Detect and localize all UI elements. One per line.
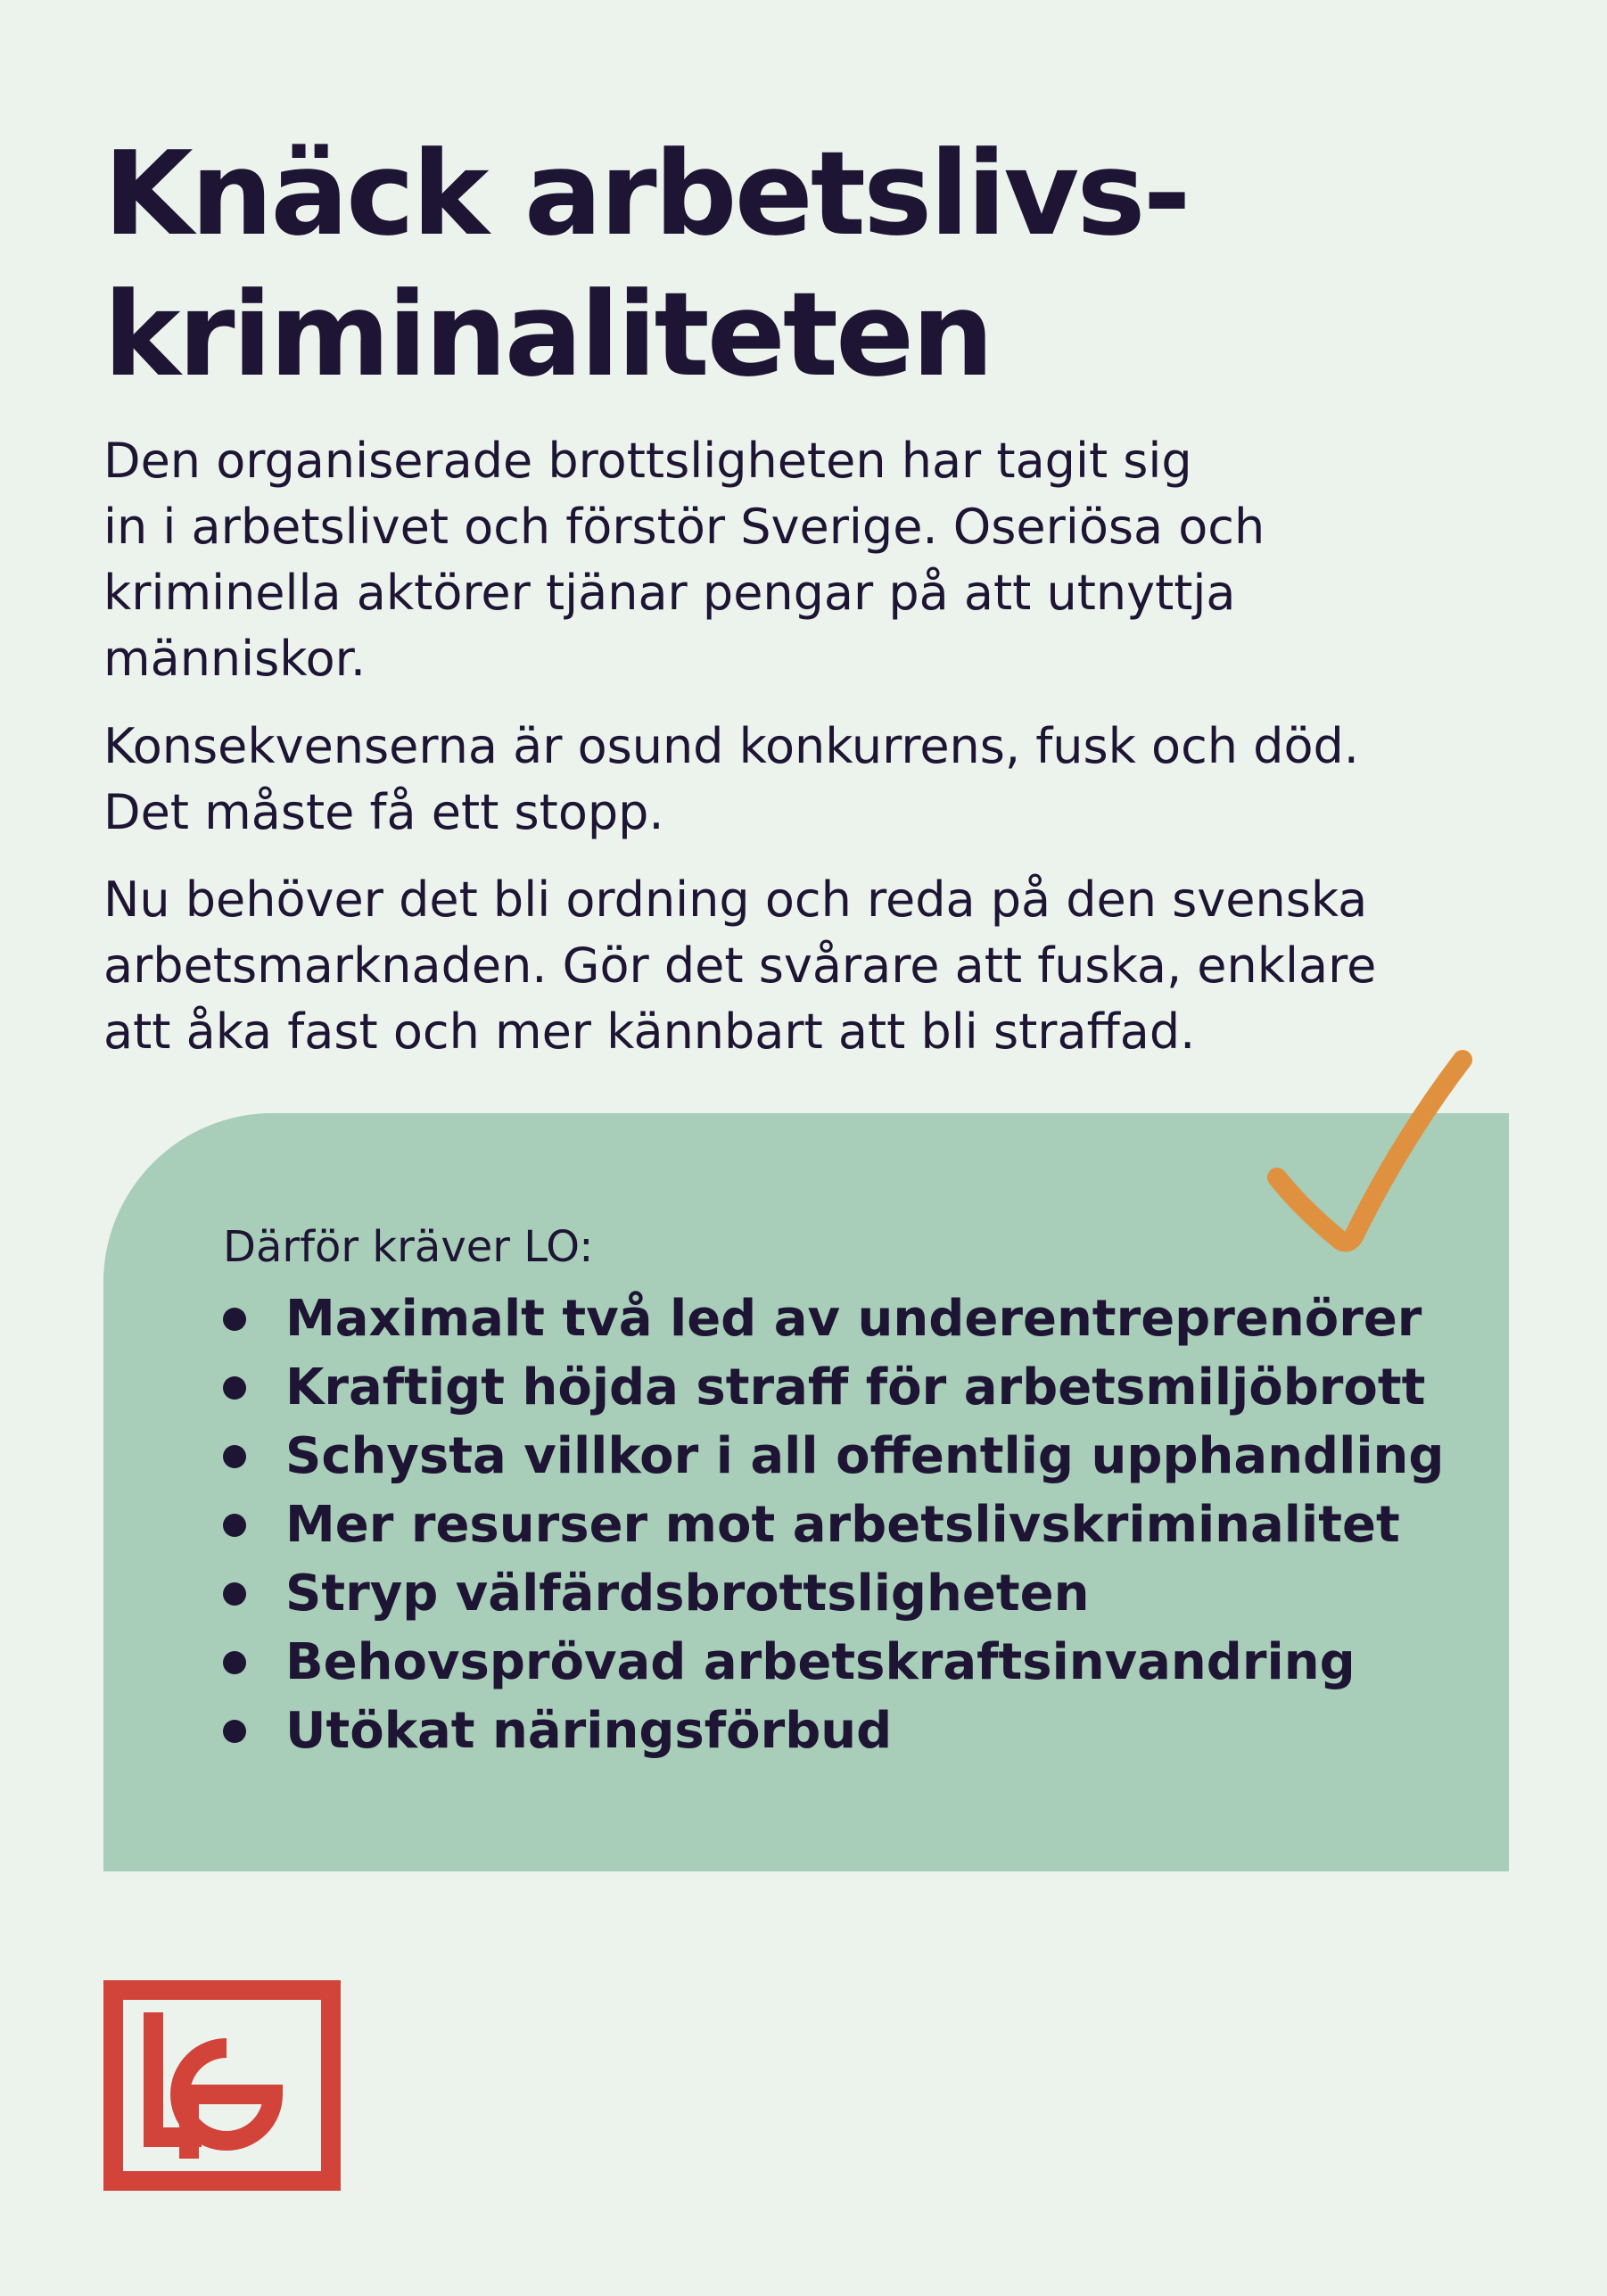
bullet-icon — [223, 1514, 246, 1537]
paragraph-line: kriminella aktörer tjänar pengar på att utnyttja — [103, 565, 1236, 621]
lo-logo — [103, 1980, 341, 2191]
list-item-text: Maximalt två led av underentreprenörer — [285, 1290, 1422, 1348]
list-item-text: Schysta villkor i all offentlig upphandling — [285, 1427, 1445, 1485]
paragraph-line: Konsekvenserna är osund konkurrens, fusk och död. — [103, 718, 1359, 774]
paragraph-line: Det måste få ett stopp. — [103, 784, 664, 840]
title-line-2: kriminaliteten — [103, 267, 992, 402]
paragraph-1 — [103, 428, 1566, 692]
list-item-text: Behovsprövad arbetskraftsinvandring — [285, 1633, 1356, 1691]
list-item-text: Mer resurser mot arbetslivskriminalitet — [285, 1496, 1400, 1554]
list-item — [223, 1422, 1444, 1491]
title-line-1: Knäck arbetslivs- — [103, 126, 1189, 261]
bullet-icon — [223, 1582, 246, 1606]
paragraph-2 — [103, 714, 1566, 846]
bullet-icon — [223, 1720, 246, 1743]
list-item-text: Kraftigt höjda straff för arbetsmiljöbrott — [285, 1359, 1426, 1416]
list-item — [223, 1697, 1444, 1765]
intro-text — [103, 428, 1566, 1086]
paragraph-line: arbetsmarknaden. Gör det svårare att fuska, enklare — [103, 937, 1377, 994]
demands-list — [223, 1284, 1444, 1765]
panel-heading: Därför kräver LO: — [223, 1222, 594, 1272]
page-title — [103, 123, 1530, 405]
list-item-text: Stryp välfärdsbrottsligheten — [285, 1565, 1090, 1623]
paragraph-line: människor. — [103, 631, 367, 687]
list-item — [223, 1628, 1444, 1697]
list-item-text: Utökat näringsförbud — [285, 1702, 893, 1760]
paragraph-line: Den organiserade brottsligheten har tagit sig — [103, 433, 1192, 489]
list-item — [223, 1284, 1444, 1353]
paragraph-3 — [103, 867, 1566, 1065]
list-item — [223, 1491, 1444, 1559]
bullet-icon — [223, 1651, 246, 1674]
bullet-icon — [223, 1445, 246, 1468]
checkmark-icon — [1266, 1044, 1480, 1267]
list-item — [223, 1559, 1444, 1628]
list-item — [223, 1353, 1444, 1422]
paragraph-line: Nu behöver det bli ordning och reda på den svenska — [103, 871, 1368, 928]
bullet-icon — [223, 1376, 246, 1400]
bullet-icon — [223, 1308, 246, 1331]
paragraph-line: in i arbetslivet och förstör Sverige. Oseriösa och — [103, 499, 1265, 555]
paragraph-line: att åka fast och mer kännbart att bli straffad. — [103, 1003, 1196, 1060]
